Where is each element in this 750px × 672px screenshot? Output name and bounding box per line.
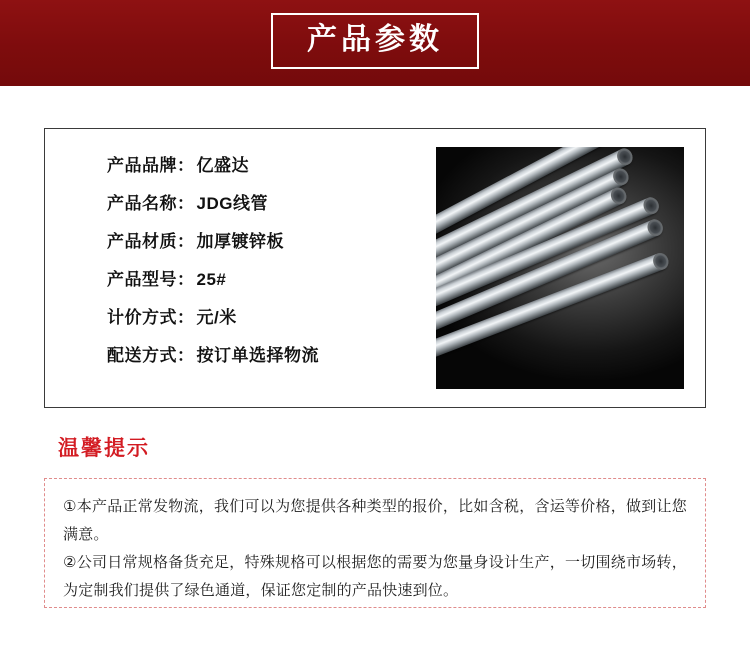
spec-row (107, 307, 415, 329)
tips-title: 温馨提示 (58, 437, 150, 460)
spec-value: 按订单选择物流 (196, 346, 319, 365)
tip-item: ②公司日常规格备货充足，特殊规格可以根据您的需要为您量身设计生产，一切围绕市场转，为定制我们提供了绿色通道，保证您定制的产品快速到位。 (63, 554, 687, 599)
spec-row (107, 269, 415, 291)
spec-value: 加厚镀锌板 (196, 232, 284, 251)
product-photo (436, 147, 684, 389)
spec-list (45, 129, 415, 407)
spec-row (107, 155, 415, 177)
spec-card (44, 128, 706, 408)
spec-row (107, 345, 415, 367)
spec-label: 产品品牌： (107, 156, 195, 175)
spec-value: 亿盛达 (196, 156, 249, 175)
spec-label: 产品名称： (107, 194, 195, 213)
spec-label: 产品型号： (107, 270, 195, 289)
tip-item: ①本产品正常发物流，我们可以为您提供各种类型的报价，比如含税，含运等价格，做到让您满意。 (63, 498, 687, 543)
spec-row (107, 193, 415, 215)
page-title: 产品参数 (307, 23, 443, 56)
spec-label: 配送方式： (107, 346, 195, 365)
spec-value: JDG线管 (196, 194, 268, 213)
spec-value: 25# (196, 270, 227, 289)
banner-title-frame (271, 13, 479, 69)
spec-card-inner (45, 129, 705, 407)
tips-box (44, 478, 706, 608)
spec-value: 元/米 (196, 308, 237, 327)
spec-label: 产品材质： (107, 232, 195, 251)
spec-label: 计价方式： (107, 308, 195, 327)
page-banner (0, 0, 750, 86)
spec-row (107, 231, 415, 253)
pipe-bundle-illustration (436, 147, 684, 389)
